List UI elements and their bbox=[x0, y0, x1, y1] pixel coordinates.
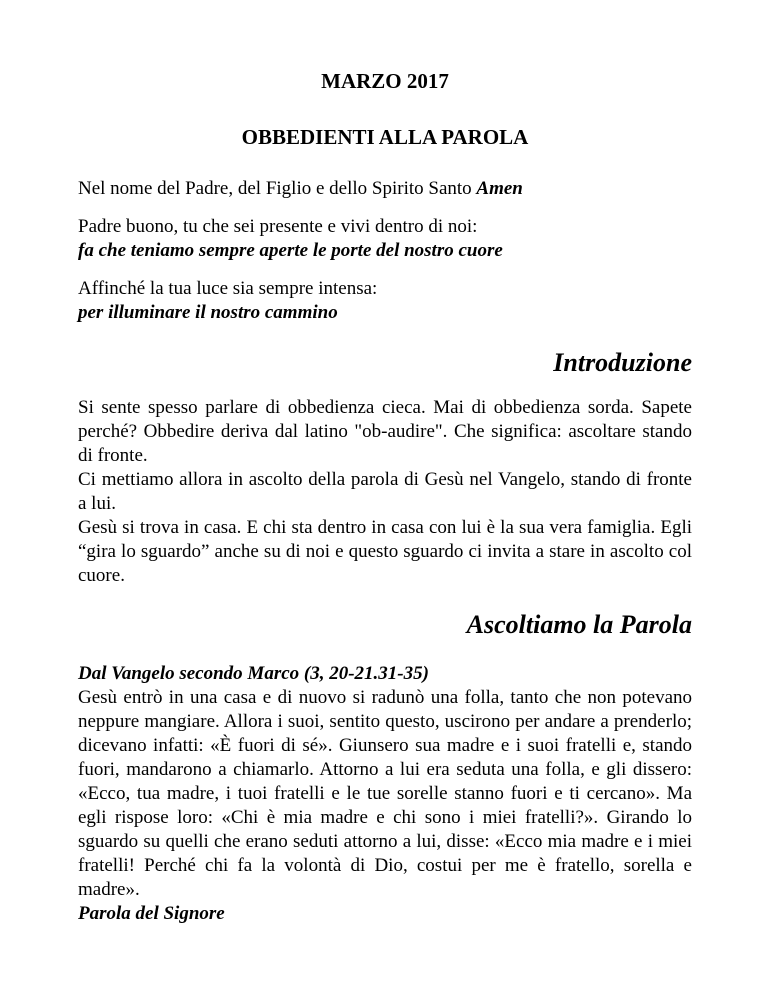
prayer-block bbox=[78, 215, 692, 263]
section-title-ascoltiamo: Ascoltiamo la Parola bbox=[466, 610, 692, 639]
gospel-text: Gesù entrò in una casa e di nuovo si radunò una folla, tanto che non potevano neppure mangiare. Allora i suoi, sentito questo, uscirono per andare a prenderlo; dicevano infatti: «È fuori di sé». Giunsero sua madre e i suoi fratelli e, stando fuori, mandarono a chiamarlo. Attorno a lui era seduta una folla, e gli dissero: «Ecco, tua madre, i tuoi fratelli e le tue sorelle stanno fuori e ti cercano». Ma egli rispose loro: «Chi è mia madre e chi sono i miei fratelli?». Girando lo sguardo su quelli che erano seduti attorno a lui, disse: «Ecco mia madre e i miei fratelli! Perché chi fa la volontà di Dio, costui per me è fratello, sorella e madre». bbox=[78, 687, 692, 900]
prayer-text: Affinché la tua luce sia sempre intensa: bbox=[78, 278, 378, 299]
intro-paragraph: Ci mettiamo allora in ascolto della parola di Gesù nel Vangelo, stando di fronte a lui. bbox=[78, 469, 692, 514]
opening-response: Amen bbox=[476, 178, 523, 199]
prayer-response: per illuminare il nostro cammino bbox=[78, 302, 338, 323]
opening-invocation bbox=[78, 177, 692, 201]
intro-paragraph: Si sente spesso parlare di obbedienza cieca. Mai di obbedienza sorda. Sapete perché? Obbedire deriva dal latino "ob-audire". Che significa: ascoltare stando di fronte. bbox=[78, 397, 692, 466]
intro-paragraph: Gesù si trova in casa. E chi sta dentro in casa con lui è la sua vera famiglia. Egli “gira lo sguardo” anche su di noi e questo sguardo ci invita a stare in ascolto col cuore. bbox=[78, 517, 692, 586]
gospel-reference: Dal Vangelo secondo Marco (3, 20-21.31-35) bbox=[78, 663, 429, 684]
opening-text: Nel nome del Padre, del Figlio e dello Spirito Santo bbox=[78, 178, 477, 199]
prayer-block bbox=[78, 277, 692, 325]
prayer-text: Padre buono, tu che sei presente e vivi dentro di noi: bbox=[78, 216, 478, 237]
section-title-introduzione: Introduzione bbox=[553, 348, 692, 377]
document-title: OBBEDIENTI ALLA PAROLA bbox=[241, 125, 529, 149]
gospel-closing: Parola del Signore bbox=[78, 903, 225, 924]
prayer-response: fa che teniamo sempre aperte le porte del nostro cuore bbox=[78, 240, 503, 261]
document-date: MARZO 2017 bbox=[321, 69, 449, 93]
introduzione-body bbox=[78, 396, 692, 588]
gospel-body bbox=[78, 662, 692, 926]
